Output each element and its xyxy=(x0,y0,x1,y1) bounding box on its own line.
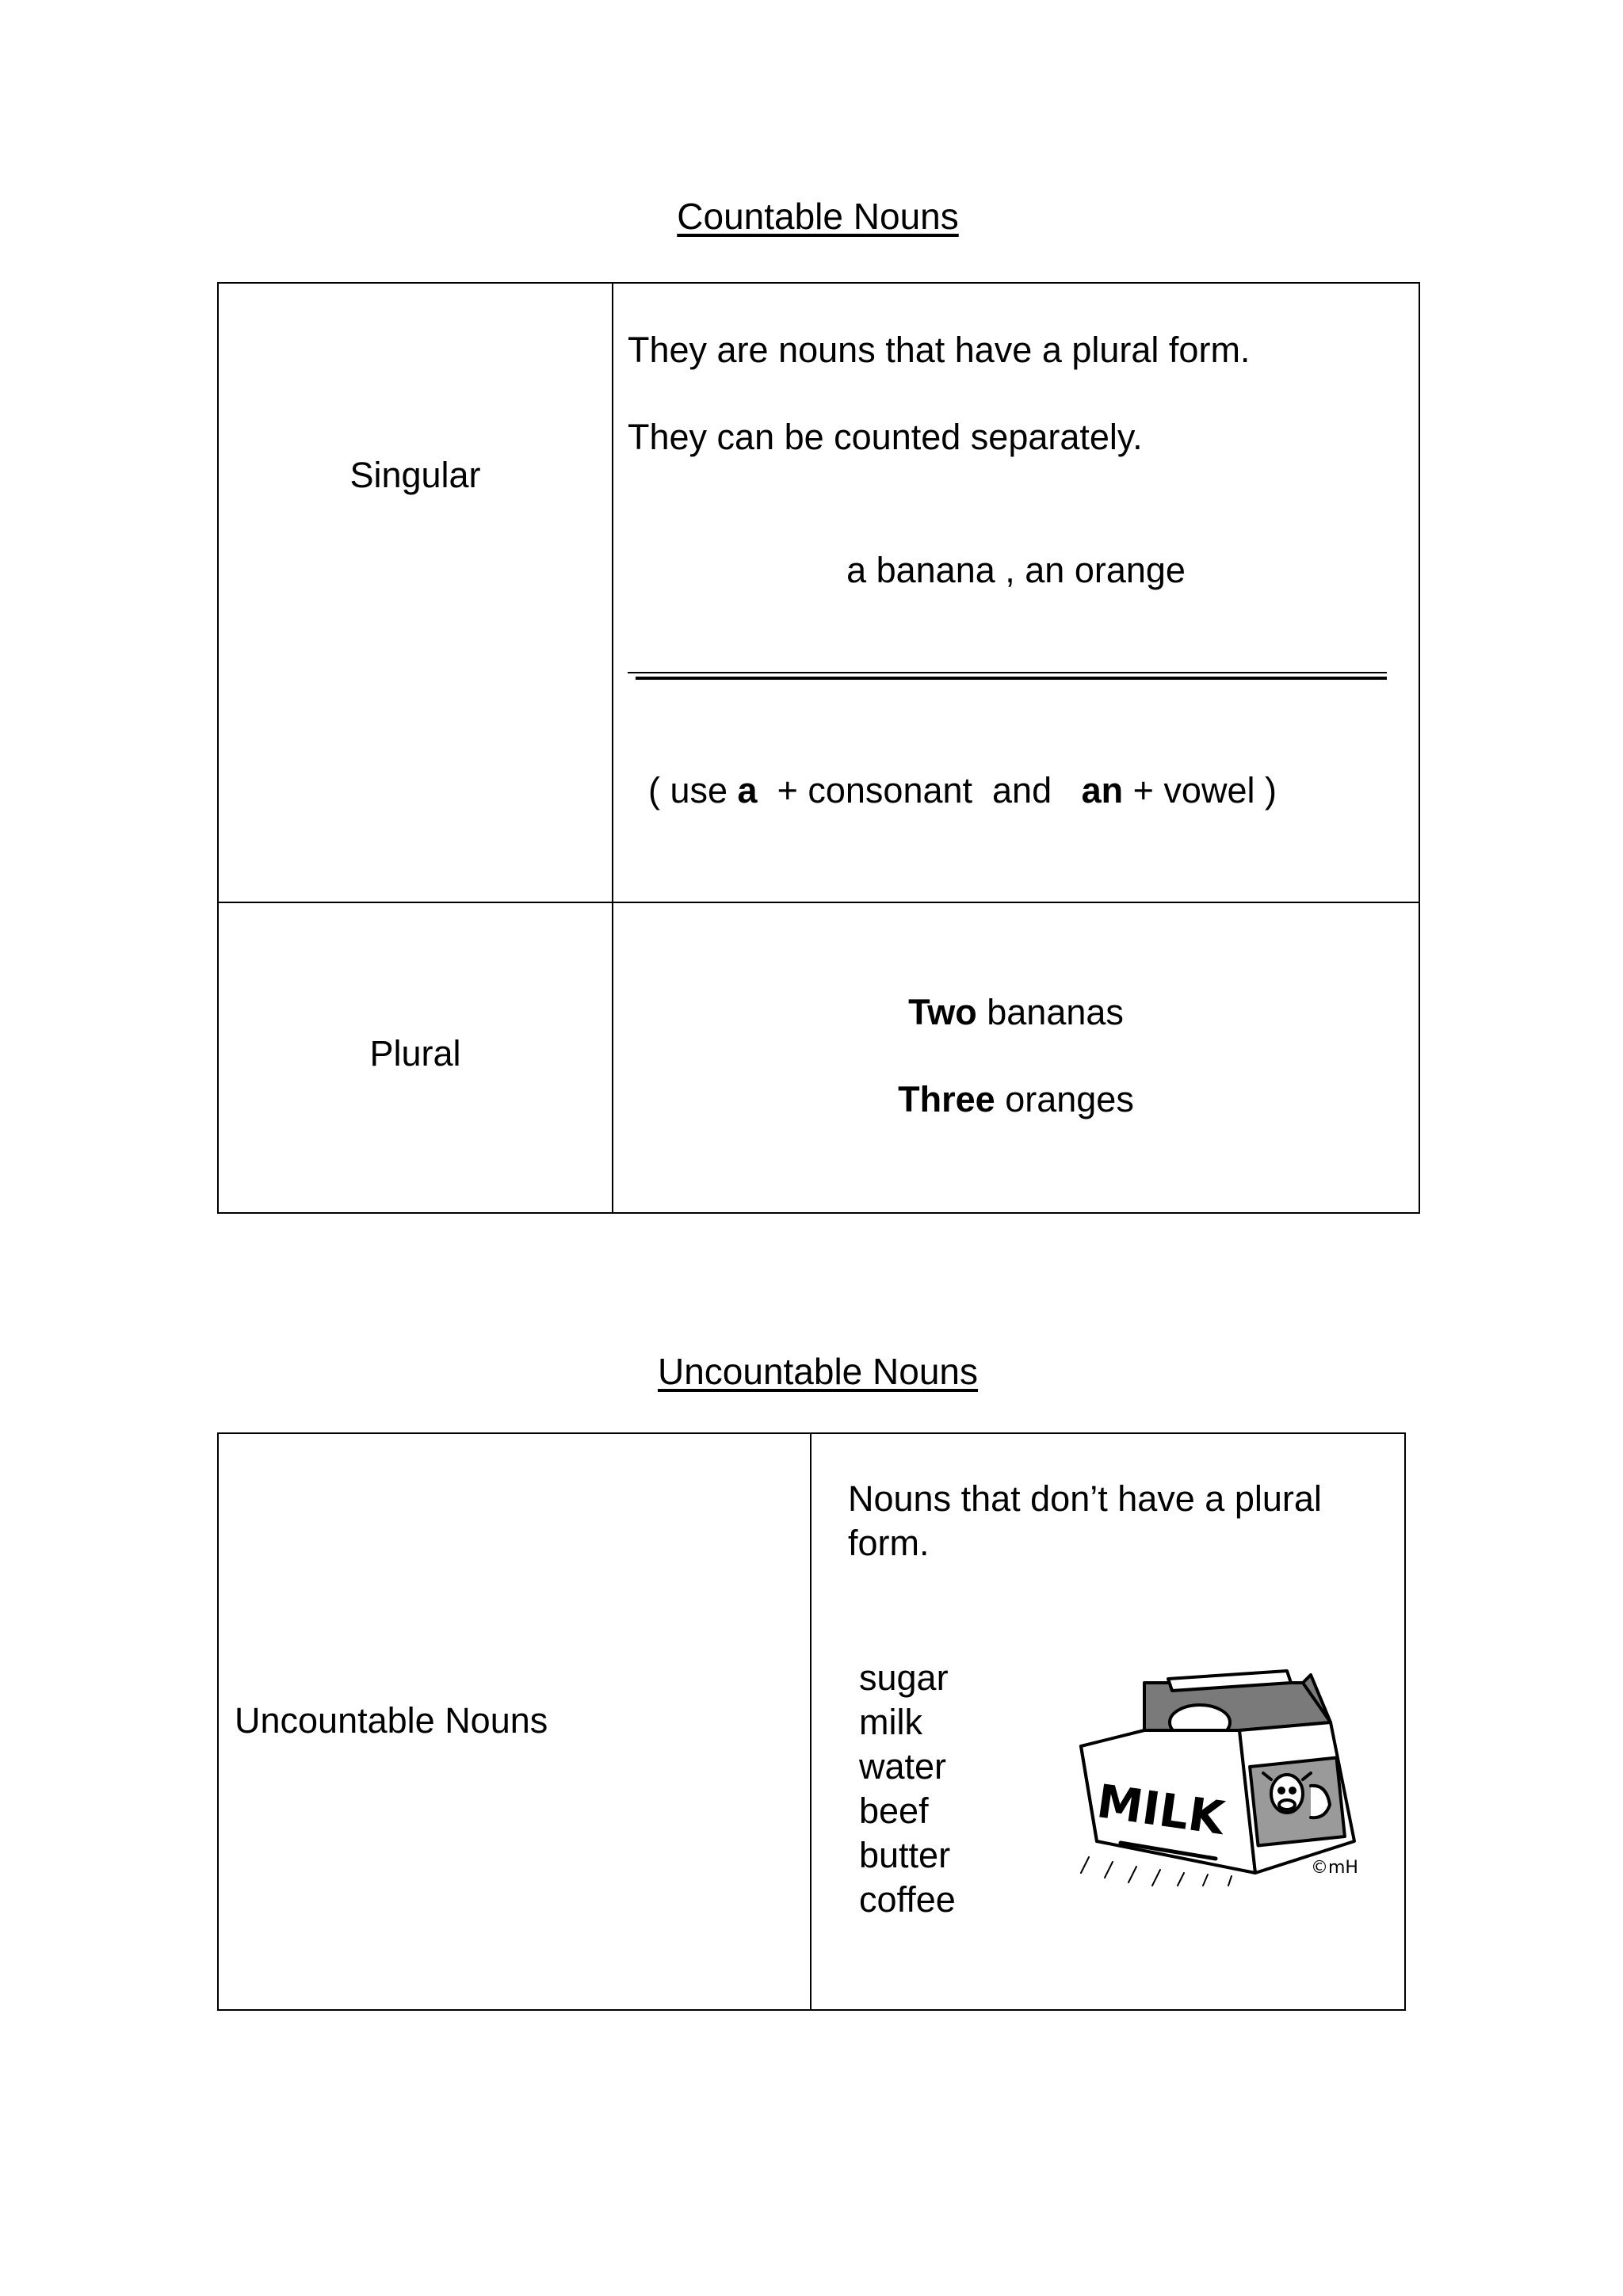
plural-row xyxy=(218,902,1419,1213)
list-item: coffee xyxy=(859,1879,956,1920)
artist-signature: ©mH xyxy=(1311,1858,1358,1878)
uncountable-nouns-title: Uncountable Nouns xyxy=(657,1351,979,1392)
singular-description-line-2: They can be counted separately. xyxy=(628,417,1143,457)
list-item: beef xyxy=(859,1791,929,1831)
milk-carton-illustration xyxy=(1073,1635,1390,1889)
plural-example-2: Three oranges xyxy=(898,1079,1134,1119)
milk-label: MILK xyxy=(1094,1774,1228,1845)
plural-label-cell xyxy=(218,902,613,1213)
singular-example: a banana , an orange xyxy=(846,550,1186,590)
plural-examples-cell xyxy=(613,902,1419,1213)
countable-nouns-title: Countable Nouns xyxy=(677,196,959,237)
article-rule: ( use a + consonant and an + vowel ) xyxy=(648,770,1277,810)
singular-label-cell xyxy=(218,283,613,902)
list-item: milk xyxy=(859,1702,922,1742)
plural-label: Plural xyxy=(369,1033,461,1074)
uncountable-description-line-1: Nouns that don’t have a plural xyxy=(848,1478,1322,1519)
list-item: water xyxy=(859,1746,947,1787)
list-item: sugar xyxy=(859,1657,949,1698)
uncountable-row xyxy=(218,1433,1405,2010)
singular-row xyxy=(218,283,1419,902)
article-a: a xyxy=(737,770,758,810)
singular-label: Singular xyxy=(349,455,481,495)
countable-nouns-table xyxy=(217,282,1420,1214)
uncountable-description-line-2: form. xyxy=(848,1523,930,1563)
list-item: butter xyxy=(859,1835,951,1875)
article-an: an xyxy=(1081,770,1124,810)
uncountable-label: Uncountable Nouns xyxy=(235,1700,548,1741)
separator-line xyxy=(628,672,1387,673)
plural-example-1: Two bananas xyxy=(908,992,1124,1032)
singular-description-line-1: They are nouns that have a plural form. xyxy=(628,330,1251,370)
separator-line-bold xyxy=(636,677,1387,680)
uncountable-nouns-table xyxy=(217,1432,1406,2011)
singular-description-cell xyxy=(613,283,1419,902)
uncountable-examples-list xyxy=(859,1656,956,1922)
uncountable-label-cell xyxy=(218,1433,811,2010)
uncountable-description-cell xyxy=(811,1433,1405,2010)
